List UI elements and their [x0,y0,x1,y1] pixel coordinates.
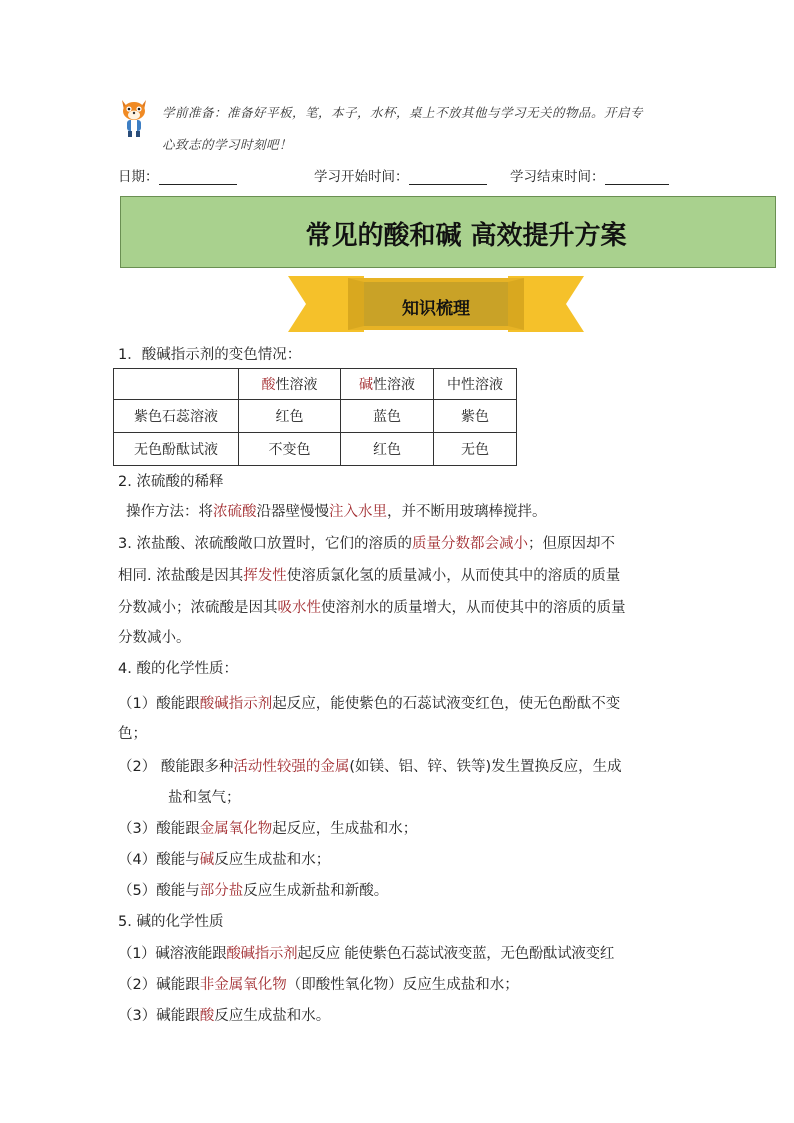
list-item: （1）酸能跟酸碱指示剂起反应，能使紫色的石蕊试液变红色，使无色酚酞不变 [118,696,621,712]
start-time-blank[interactable] [409,170,487,185]
section-2-heading: 2. 浓硫酸的稀释 [118,474,224,490]
list-item-continued: 盐和氢气； [168,790,241,806]
intro-line-1: 学前准备：准备好平板，笔，本子，水杯，桌上不放其他与学习无关的物品。开启专 [162,105,644,120]
list-item: （5）酸能与部分盐反应生成新盐和新酸。 [118,883,389,899]
section-4-heading: 4. 酸的化学性质： [118,661,238,677]
list-item: （1）碱溶液能跟酸碱指示剂起反应 能使紫色石蕊试液变蓝，无色酚酞试液变红 [118,946,615,962]
fox-mascot-icon [118,96,150,138]
end-time-blank[interactable] [605,170,669,185]
start-time-field [314,165,487,185]
table-cell: 紫色石蕊溶液 [114,400,239,433]
section-3-line: 分数减小。 [118,630,191,646]
section-1-heading: 1．酸碱指示剂的变色情况： [118,347,302,363]
section-3-line: 3. 浓盐酸、浓硫酸敞口放置时，它们的溶质的质量分数都会减小；但原因却不 [118,536,615,552]
table-cell: 不变色 [239,433,341,466]
section-3-line: 分数减小；浓硫酸是因其吸水性使溶剂水的质量增大，从而使其中的溶质的质量 [118,600,626,616]
list-item: （2） 酸能跟多种活动性较强的金属(如镁、铝、锌、铁等)发生置换反应，生成 [118,759,622,775]
table-cell: 紫色 [434,400,517,433]
table-cell: 红色 [239,400,341,433]
table-header-row [114,369,517,400]
list-item: （3）碱能跟酸反应生成盐和水。 [118,1008,331,1024]
table-cell: 蓝色 [341,400,434,433]
intro-line-2: 心致志的学习时刻吧！ [162,137,293,152]
section-2-paragraph: 操作方法：将浓硫酸沿器壁慢慢注入水里，并不断用玻璃棒搅拌。 [126,504,547,520]
table-header-cell: 酸性溶液 [239,369,341,400]
list-item: （3）酸能跟金属氧化物起反应，生成盐和水； [118,821,418,837]
table-cell: 红色 [341,433,434,466]
start-time-label: 学习开始时间： [314,169,409,185]
title-box [120,196,776,268]
date-blank[interactable] [159,170,237,185]
table-row [114,400,517,433]
table-row [114,433,517,466]
table-header-cell [114,369,239,400]
table-header-cell: 中性溶液 [434,369,517,400]
date-field [118,165,237,185]
end-time-label: 学习结束时间： [510,169,605,185]
list-item: （2）碱能跟非金属氧化物（即酸性氧化物）反应生成盐和水； [118,977,519,993]
table-cell: 无色酚酞试液 [114,433,239,466]
date-label: 日期： [118,169,159,185]
section-banner [288,276,584,332]
indicator-table [113,368,517,466]
page-title: 常见的酸和碱 高效提升方案 [305,221,627,251]
table-header-cell: 碱性溶液 [341,369,434,400]
end-time-field [510,165,669,185]
section-3-line: 相同. 浓盐酸是因其挥发性使溶质氯化氢的质量减小，从而使其中的溶质的质量 [118,568,621,584]
list-item: （4）酸能与碱反应生成盐和水； [118,852,331,868]
banner-label: 知识梳理 [402,299,470,319]
section-5-heading: 5. 碱的化学性质 [118,914,224,930]
list-item-continued: 色； [118,726,147,742]
table-cell: 无色 [434,433,517,466]
